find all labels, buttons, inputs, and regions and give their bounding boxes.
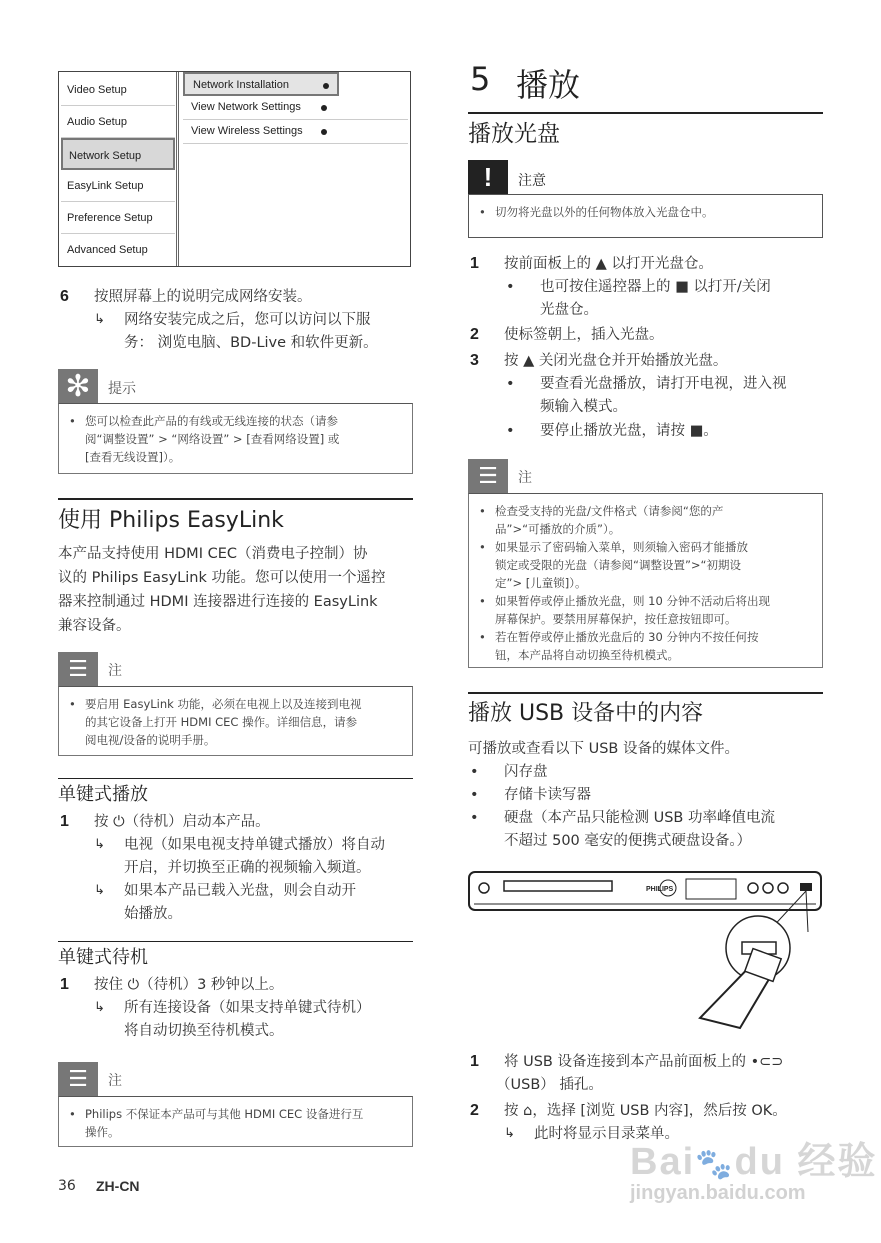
chapter-title: 播放 bbox=[516, 66, 581, 104]
menu-item-label: View Wireless Settings bbox=[191, 125, 303, 137]
result-text: 始播放。 bbox=[124, 906, 182, 922]
note-label: 注 bbox=[518, 470, 532, 486]
step-number: 1 bbox=[60, 813, 69, 830]
note-item: • 检查受支持的光盘/文件格式（请参阅“您的产 品”>“可播放的介质”）。 bbox=[479, 502, 812, 538]
bullet-dot-icon bbox=[321, 129, 327, 135]
result-text: 务： 浏览电脑、BD-Live 和软件更新。 bbox=[124, 335, 378, 351]
result-text: 将自动切换至待机模式。 bbox=[124, 1023, 284, 1039]
baidu-watermark-logo: Bai🐾du 经验 bbox=[630, 1141, 878, 1183]
step-subtext: 频输入模式。 bbox=[540, 399, 627, 415]
section-title-one-touch-standby: 单键式待机 bbox=[58, 947, 148, 968]
note-text: • 要启用 EasyLink 功能，必须在电视上以及连接到电视 的其它设备上打开 HDMI CEC 操作。详细信息，请参 阅电视/设备的说明手册。 bbox=[69, 695, 402, 749]
menu-video-setup: Video Setup bbox=[61, 74, 175, 106]
bullet-icon: • bbox=[506, 376, 515, 392]
step-text: 按 ⌂，选择 [浏览 USB 内容]，然后按 OK。 bbox=[504, 1103, 787, 1119]
step-number: 2 bbox=[470, 1102, 479, 1119]
paragraph-line: 本产品支持使用 HDMI CEC（消费电子控制）协 bbox=[58, 546, 368, 562]
menu-view-wireless-settings bbox=[183, 120, 408, 144]
step-number: 1 bbox=[470, 1053, 479, 1070]
section-title-one-touch-play: 单键式播放 bbox=[58, 784, 148, 805]
step-text: 按前面板上的 ▲ 以打开光盘仓。 bbox=[504, 256, 713, 272]
menu-network-setup: Network Setup bbox=[61, 138, 175, 170]
section-divider bbox=[468, 692, 823, 694]
step-subtext: 要停止播放光盘，请按 ■。 bbox=[540, 423, 718, 439]
baidu-watermark-url: jingyan.baidu.com bbox=[630, 1182, 806, 1204]
bullet-text: 硬盘（本产品只能检测 USB 功率峰值电流 bbox=[504, 810, 775, 826]
step-text: 使标签朝上，插入光盘。 bbox=[504, 327, 664, 343]
caution-box bbox=[468, 194, 823, 238]
note-lines-icon: ☰ bbox=[58, 652, 98, 686]
section-divider bbox=[58, 941, 413, 942]
tip-box bbox=[58, 403, 413, 474]
result-text: 此时将显示目录菜单。 bbox=[534, 1126, 679, 1142]
caution-text: • 切勿将光盘以外的任何物体放入光盘仓中。 bbox=[479, 203, 812, 221]
section-title-usb: 播放 USB 设备中的内容 bbox=[468, 701, 704, 726]
note-box bbox=[468, 493, 823, 668]
tip-text: • 您可以检查此产品的有线或无线连接的状态（请参 阅“调整设置” > “网络设置” > [查看网络设置] 或 [查看无线设置]）。 bbox=[69, 412, 402, 466]
language-code: ZH-CN bbox=[96, 1178, 140, 1194]
step-number: 1 bbox=[60, 976, 69, 993]
setup-menu-illustration bbox=[58, 71, 411, 267]
caution-exclamation-icon: ! bbox=[468, 160, 508, 194]
bullet-icon: • bbox=[506, 279, 515, 295]
note-lines-icon: ☰ bbox=[58, 1062, 98, 1096]
result-text: 开启，并切换至正确的视频输入频道。 bbox=[124, 860, 371, 876]
usb-device-illustration bbox=[468, 868, 823, 1038]
chapter-number: 5 bbox=[470, 60, 491, 98]
menu-advanced-setup: Advanced Setup bbox=[67, 244, 148, 256]
menu-preference-setup: Preference Setup bbox=[61, 202, 175, 234]
bullet-text: 存储卡读写器 bbox=[504, 787, 591, 803]
step-number: 1 bbox=[470, 255, 479, 272]
paragraph-line: 可播放或查看以下 USB 设备的媒体文件。 bbox=[468, 741, 739, 757]
paragraph-line: 议的 Philips EasyLink 功能。您可以使用一个遥控 bbox=[58, 570, 386, 586]
result-arrow-icon: ↳ bbox=[94, 1000, 105, 1015]
brand-logo: PHILIPS bbox=[646, 886, 674, 893]
step-number: 2 bbox=[470, 326, 479, 343]
paragraph-line: 兼容设备。 bbox=[58, 618, 131, 634]
result-arrow-icon: ↳ bbox=[94, 837, 105, 852]
step-text: 按照屏幕上的说明完成网络安装。 bbox=[94, 289, 312, 305]
section-title-easylink: 使用 Philips EasyLink bbox=[58, 508, 284, 533]
bullet-text: 不超过 500 毫安的便携式硬盘设备。） bbox=[504, 833, 752, 849]
note-text: • Philips 不保证本产品可与其他 HDMI CEC 设备进行互 操作。 bbox=[69, 1105, 402, 1141]
step-text: 按 ⏻（待机）启动本产品。 bbox=[94, 814, 270, 830]
result-arrow-icon: ↳ bbox=[504, 1126, 515, 1141]
note-box bbox=[58, 1096, 413, 1147]
result-text: 电视（如果电视支持单键式播放）将自动 bbox=[124, 837, 385, 853]
bullet-icon: • bbox=[470, 810, 479, 826]
note-label: 注 bbox=[108, 1073, 122, 1089]
menu-item-label: Network Installation bbox=[193, 79, 289, 91]
step-text: （USB） 插孔。 bbox=[496, 1077, 603, 1093]
menu-left-panel bbox=[59, 72, 179, 266]
bullet-icon: • bbox=[506, 423, 515, 439]
section-divider bbox=[468, 112, 823, 114]
menu-item-label: View Network Settings bbox=[191, 101, 301, 113]
step-text: 按 ▲ 关闭光盘仓并开始播放光盘。 bbox=[504, 353, 728, 369]
bullet-icon: • bbox=[470, 787, 479, 803]
tip-asterisk-icon: ✻ bbox=[58, 369, 98, 403]
step-subtext: 也可按住遥控器上的 ■ 以打开/关闭 bbox=[540, 279, 771, 295]
caution-label: 注意 bbox=[518, 173, 546, 189]
step-text: 将 USB 设备连接到本产品前面板上的 •⊂⊃ bbox=[504, 1054, 784, 1070]
note-label: 注 bbox=[108, 663, 122, 679]
menu-network-installation bbox=[183, 72, 339, 96]
note-item: • 如果暂停或停止播放光盘，则 10 分钟不活动后将出现 屏幕保护。要禁用屏幕保护，按任意按钮即可。 bbox=[479, 592, 812, 628]
menu-view-network-settings bbox=[183, 96, 408, 120]
paragraph-line: 器来控制通过 HDMI 连接器进行连接的 EasyLink bbox=[58, 594, 378, 610]
result-text: 所有连接设备（如果支持单键式待机） bbox=[124, 1000, 371, 1016]
result-text: 网络安装完成之后，您可以访问以下服 bbox=[124, 312, 371, 328]
step-number: 6 bbox=[60, 288, 69, 305]
note-lines-icon: ☰ bbox=[468, 459, 508, 493]
section-divider bbox=[58, 778, 413, 779]
step-text: 按住 ⏻（待机）3 秒钟以上。 bbox=[94, 977, 284, 993]
menu-audio-setup: Audio Setup bbox=[61, 106, 175, 138]
note-item: • 如果显示了密码输入菜单，则须输入密码才能播放 锁定或受限的光盘（请参阅“调整设置”>“初期设 定”> [儿童锁]）。 bbox=[479, 538, 812, 592]
result-text: 如果本产品已载入光盘，则会自动开 bbox=[124, 883, 356, 899]
menu-easylink-setup: EasyLink Setup bbox=[61, 170, 175, 202]
result-arrow-icon: ↳ bbox=[94, 883, 105, 898]
section-title-play-disc: 播放光盘 bbox=[468, 121, 560, 147]
tip-label: 提示 bbox=[108, 381, 136, 397]
bullet-text: 闪存盘 bbox=[504, 764, 548, 780]
bullet-icon: • bbox=[470, 764, 479, 780]
player-usb-drawing bbox=[468, 868, 823, 1038]
note-box bbox=[58, 686, 413, 756]
step-number: 3 bbox=[470, 352, 479, 369]
bullet-dot-icon bbox=[323, 83, 329, 89]
note-item: • 若在暂停或停止播放光盘后的 30 分钟内不按任何按 钮，本产品将自动切换至待机模式。 bbox=[479, 628, 812, 664]
step-subtext: 光盘仓。 bbox=[540, 302, 598, 318]
step-subtext: 要查看光盘播放，请打开电视，进入视 bbox=[540, 376, 787, 392]
page-number: 36 bbox=[58, 1178, 76, 1194]
result-arrow-icon: ↳ bbox=[94, 312, 105, 327]
bullet-dot-icon bbox=[321, 105, 327, 111]
section-divider bbox=[58, 498, 413, 500]
